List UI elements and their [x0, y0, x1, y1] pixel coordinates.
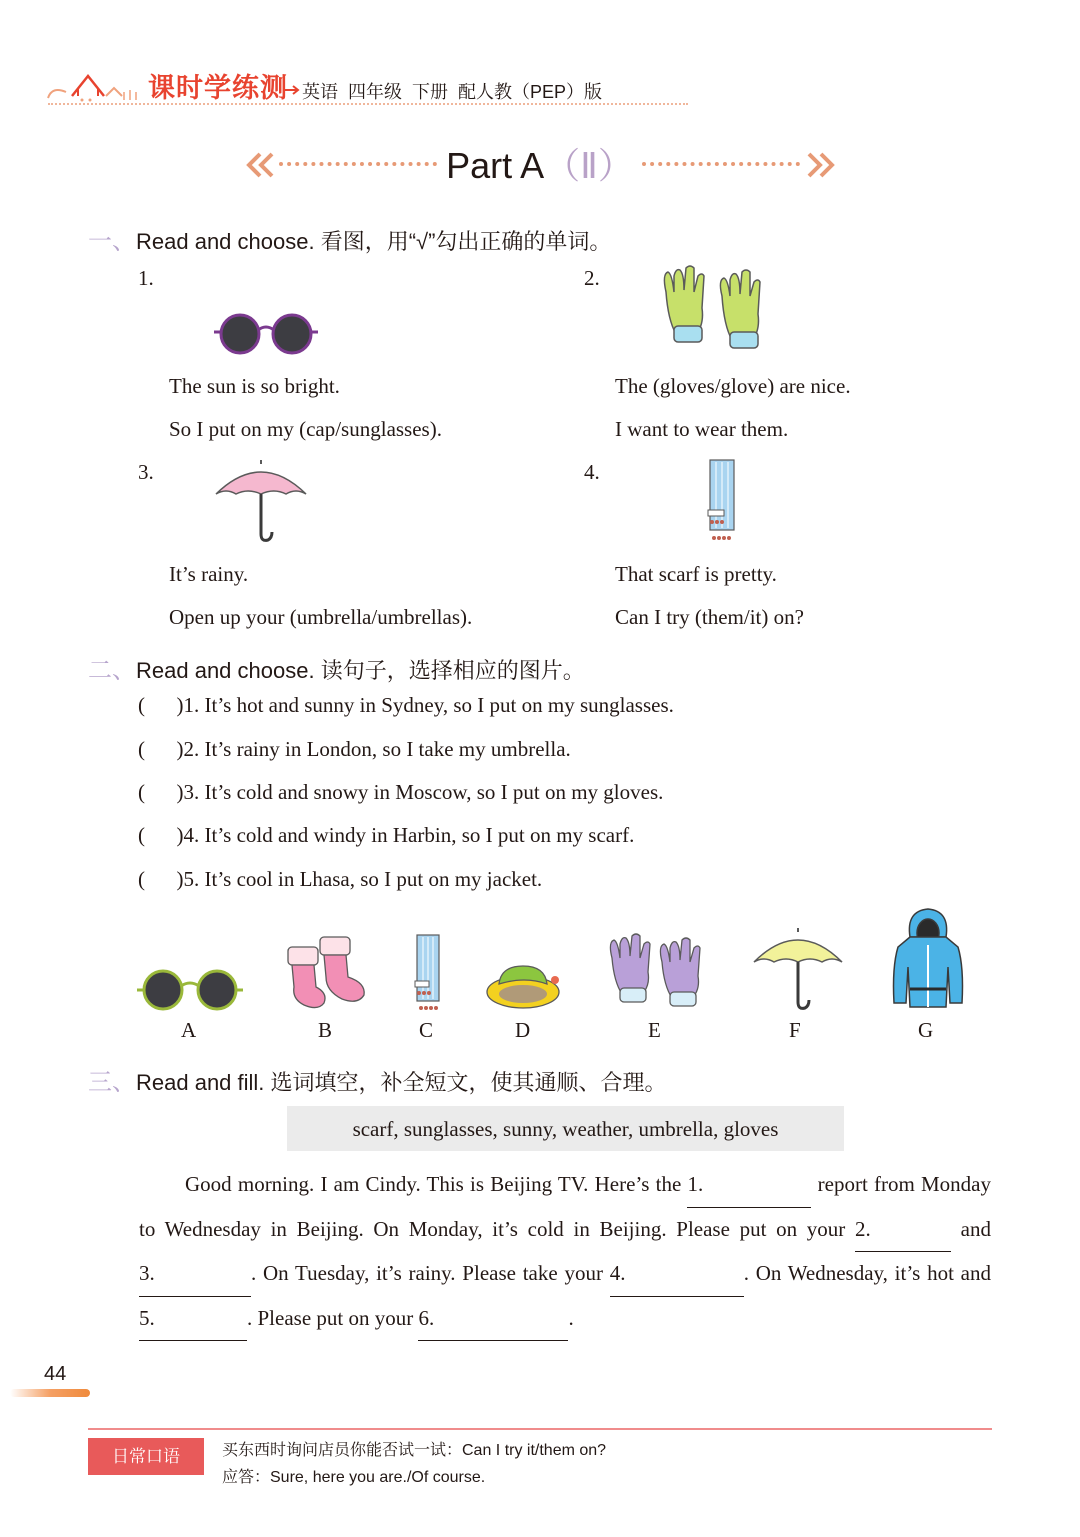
section1-title: Read and choose. 看图，用“√”勾出正确的单词。: [136, 229, 612, 254]
passage-segment: . On Wednesday, it’s hot and: [743, 1261, 992, 1285]
s2-item2-text: It’s rainy in London, so I take my umbrella.: [204, 737, 571, 761]
sunglasses-icon: [212, 310, 320, 358]
section3-number: 三、: [88, 1069, 136, 1096]
s2-item3: [138, 780, 663, 805]
blank-1-number: 1.: [687, 1172, 704, 1196]
s2-item5: [138, 867, 542, 892]
picture-label-c: C: [419, 1018, 434, 1042]
blank-2-number: 2.: [854, 1216, 871, 1241]
footer-divider: [88, 1428, 992, 1430]
s1-item2-number: 2.: [584, 266, 600, 290]
picture-label-b: B: [318, 1018, 333, 1042]
book-info: 英语 四年级 下册 配人教（PEP）版: [302, 82, 603, 102]
fill-passage: [139, 1163, 991, 1341]
section1-number: 一、: [88, 228, 136, 255]
s1-item4-line2: Can I try (them/it) on?: [615, 605, 804, 629]
s1-item2-line1: The (gloves/glove) are nice.: [615, 374, 851, 398]
s1-item4-number: 4.: [584, 460, 600, 484]
house-logo-icon: [44, 62, 144, 106]
s1-item3-line1: It’s rainy.: [169, 562, 249, 586]
s1-item4-line1: That scarf is pretty.: [615, 562, 777, 586]
part-title-roman: （Ⅱ）: [544, 145, 634, 186]
s2-item4-paren: ( )4.: [138, 823, 200, 847]
arrow-icon: [285, 84, 301, 96]
scarf-icon: [412, 933, 444, 1013]
section2-title: Read and choose. 读句子，选择相应的图片。: [136, 658, 585, 683]
picture-label-d: D: [515, 1018, 531, 1042]
title-dots-right: [642, 162, 800, 166]
word-bank: scarf, sunglasses, sunny, weather, umbrella, gloves: [287, 1106, 844, 1151]
passage-segment: Good morning. I am Cindy. This is Beijing TV. Here’s the: [185, 1172, 688, 1196]
socks-icon: [284, 935, 370, 1011]
blank-5-number: 5.: [139, 1305, 155, 1330]
blank-6-number: 6.: [418, 1305, 435, 1330]
part-title: [0, 138, 1080, 189]
section3-heading: [88, 1062, 667, 1097]
gloves-icon: [658, 262, 776, 354]
section2-number: 二、: [88, 657, 136, 684]
s2-item3-paren: ( )3.: [138, 780, 200, 804]
passage-segment: . On Tuesday, it’s rainy. Please take your: [251, 1261, 610, 1285]
passage-segment: report from Monday to Wednesday in Beijing. On Monday, it’s cold in Beijing. Please put on your: [139, 1172, 991, 1241]
s2-item1-text: It’s hot and sunny in Sydney, so I put on my sunglasses.: [204, 693, 674, 717]
sunglasses-icon: [137, 966, 243, 1012]
passage-segment: and: [950, 1216, 991, 1241]
passage-segment: .: [568, 1305, 574, 1330]
footer-badge: 日常口语: [88, 1438, 204, 1475]
blank-5[interactable]: [139, 1297, 247, 1342]
section3-title: Read and fill. 选词填空，补全短文，使其通顺、合理。: [136, 1070, 667, 1095]
s1-item1-number: 1.: [138, 266, 154, 290]
footer-line1: 买东西时询问店员你能否试一试：Can I try it/them on?: [222, 1442, 607, 1459]
s2-item4-text: It’s cold and windy in Harbin, so I put on my scarf.: [204, 823, 635, 847]
blank-3-number: 3.: [139, 1261, 155, 1285]
page-number: 44: [44, 1363, 67, 1385]
s1-item3-number: 3.: [138, 460, 154, 484]
picture-label-f: F: [789, 1018, 801, 1042]
picture-label-a: A: [181, 1018, 197, 1042]
gloves-icon: [606, 932, 710, 1012]
blank-2[interactable]: [855, 1208, 951, 1253]
s2-item3-text: It’s cold and snowy in Moscow, so I put on my gloves.: [204, 780, 664, 804]
s2-item1-paren: ( )1.: [138, 693, 200, 717]
footer-line2: 应答：Sure, here you are./Of course.: [222, 1469, 486, 1486]
s2-item2: [138, 737, 571, 762]
picture-label-g: G: [918, 1018, 934, 1042]
blank-3[interactable]: [139, 1252, 251, 1297]
s2-item5-text: It’s cool in Lhasa, so I put on my jacket.: [204, 867, 543, 891]
header-divider: [48, 103, 688, 105]
s2-item5-paren: ( )5.: [138, 867, 200, 891]
s2-item1: [138, 693, 674, 718]
jacket-icon: [888, 907, 968, 1011]
s1-item1-line2: So I put on my (cap/sunglasses).: [169, 417, 442, 441]
s2-item2-paren: ( )2.: [138, 737, 200, 761]
hat-icon: [485, 962, 565, 1012]
blank-4-number: 4.: [609, 1261, 626, 1285]
s1-item2-line2: I want to wear them.: [615, 417, 789, 441]
double-chevron-right-icon: [805, 152, 835, 178]
part-title-text: Part A: [446, 145, 545, 186]
section1-heading: [88, 221, 611, 256]
scarf-icon: [704, 458, 740, 544]
section2-heading: [88, 650, 585, 685]
page-number-bar: [10, 1389, 90, 1397]
umbrella-icon: [212, 458, 310, 544]
blank-1[interactable]: [687, 1163, 811, 1208]
picture-label-e: E: [648, 1018, 661, 1042]
blank-4[interactable]: [610, 1252, 744, 1297]
s1-item3-line2: Open up your (umbrella/umbrellas).: [169, 605, 473, 629]
s2-item4: [138, 823, 634, 848]
umbrella-icon: [750, 926, 846, 1012]
brand-title: 课时学练测: [148, 73, 288, 103]
blank-6[interactable]: [418, 1297, 568, 1342]
passage-segment: . Please put on your: [247, 1305, 419, 1330]
s1-item1-line1: The sun is so bright.: [169, 374, 340, 398]
